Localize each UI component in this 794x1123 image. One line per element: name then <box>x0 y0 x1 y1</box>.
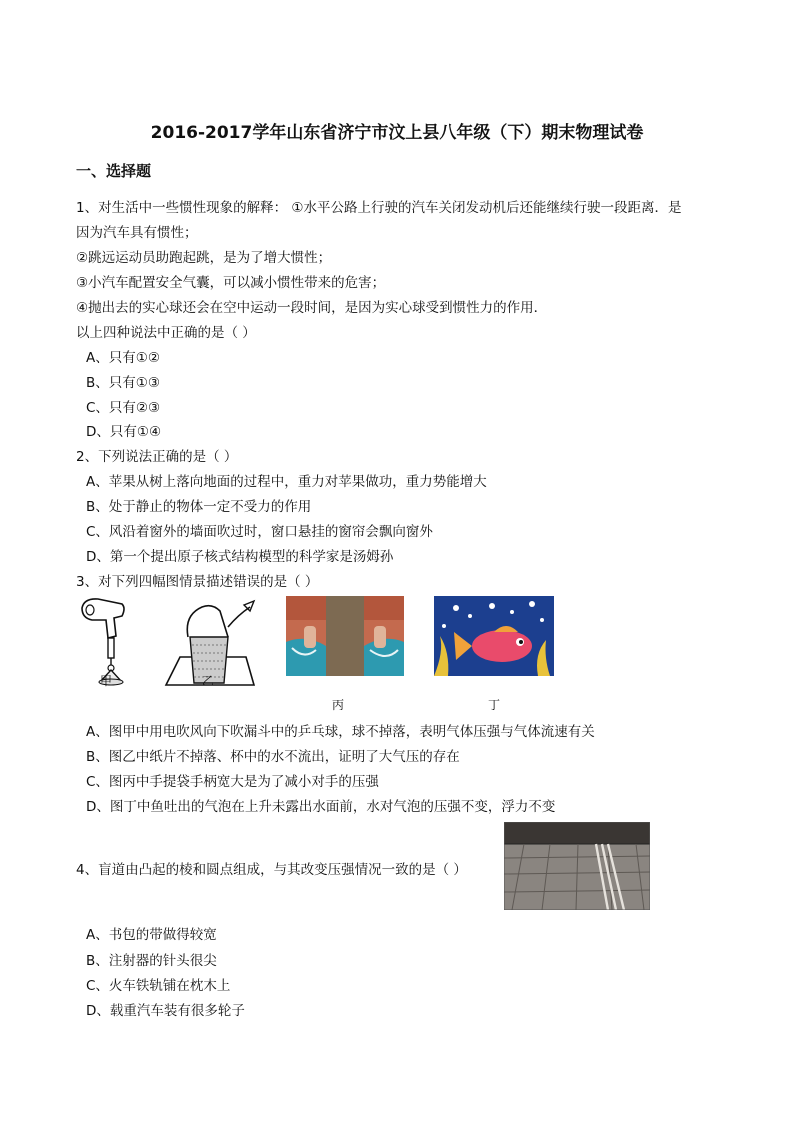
question-1-line-3: ②跳远运动员助跑起跳，是为了增大惯性； <box>76 250 332 266</box>
figure-caption-bing: 丙 <box>332 698 345 712</box>
question-2-option-b: B、处于静止的物体一定不受力的作用 <box>86 499 312 515</box>
question-3-option-b: B、图乙中纸片不掉落、杯中的水不流出，证明了大气压的存在 <box>86 749 460 765</box>
question-1-line-2: 因为汽车具有惯性； <box>76 225 198 241</box>
question-3-option-c: C、图丙中手提袋手柄宽大是为了减小对手的压强 <box>86 774 379 790</box>
question-1-line-5: ④抛出去的实心球还会在空中运动一段时间，是因为实心球受到惯性力的作用． <box>76 300 548 316</box>
question-1-option-d: D、只有①④ <box>86 424 162 440</box>
figure-bing-shopping-bags <box>286 596 404 676</box>
question-2-stem: 2、下列说法正确的是（ ） <box>76 449 238 465</box>
question-3-option-a: A、图甲中用电吹风向下吹漏斗中的乒乓球，球不掉落，表明气体压强与气体流速有关 <box>86 724 595 740</box>
question-4-option-b: B、注射器的针头很尖 <box>86 953 217 969</box>
question-2-option-a: A、苹果从树上落向地面的过程中，重力对苹果做功，重力势能增大 <box>86 474 487 490</box>
question-4-option-a: A、书包的带做得较宽 <box>86 927 217 943</box>
figure-caption-ding: 丁 <box>488 698 501 712</box>
question-1-line-6: 以上四种说法中正确的是（ ） <box>76 325 256 341</box>
figure-caption-yi: 乙 <box>202 674 215 688</box>
question-2-option-d: D、第一个提出原子核式结构模型的科学家是汤姆孙 <box>86 549 394 565</box>
question-2-option-c: C、风沿着窗外的墙面吹过时，窗口悬挂的窗帘会飘向窗外 <box>86 524 433 540</box>
question-3-option-d: D、图丁中鱼吐出的气泡在上升未露出水面前，水对气泡的压强不变，浮力不变 <box>86 799 556 815</box>
question-1-option-b: B、只有①③ <box>86 375 160 391</box>
figure-ding-fish-bubbles <box>434 596 554 676</box>
page-title: 2016-2017学年山东省济宁市汶上县八年级（下）期末物理试卷 <box>150 123 644 143</box>
question-1-line-4: ③小汽车配置安全气囊，可以减小惯性带来的危害； <box>76 275 386 291</box>
question-4-option-d: D、载重汽车装有很多轮子 <box>86 1003 245 1019</box>
figure-tactile-paving-photo <box>504 822 650 910</box>
question-3-stem: 3、对下列四幅图情景描述错误的是（ ） <box>76 574 319 590</box>
question-4-stem: 4、盲道由凸起的棱和圆点组成，与其改变压强情况一致的是（ ） <box>76 862 467 878</box>
question-4-option-c: C、火车铁轨铺在枕木上 <box>86 978 231 994</box>
question-1-option-a: A、只有①② <box>86 350 160 366</box>
question-1-line-1: 1、对生活中一些惯性现象的解释： ①水平公路上行驶的汽车关闭发动机后还能继续行驶一段距离．是 <box>76 200 682 216</box>
question-1-option-c: C、只有②③ <box>86 400 161 416</box>
figure-caption-jia: 甲 <box>100 674 113 688</box>
section-heading: 一、选择题 <box>76 162 152 180</box>
